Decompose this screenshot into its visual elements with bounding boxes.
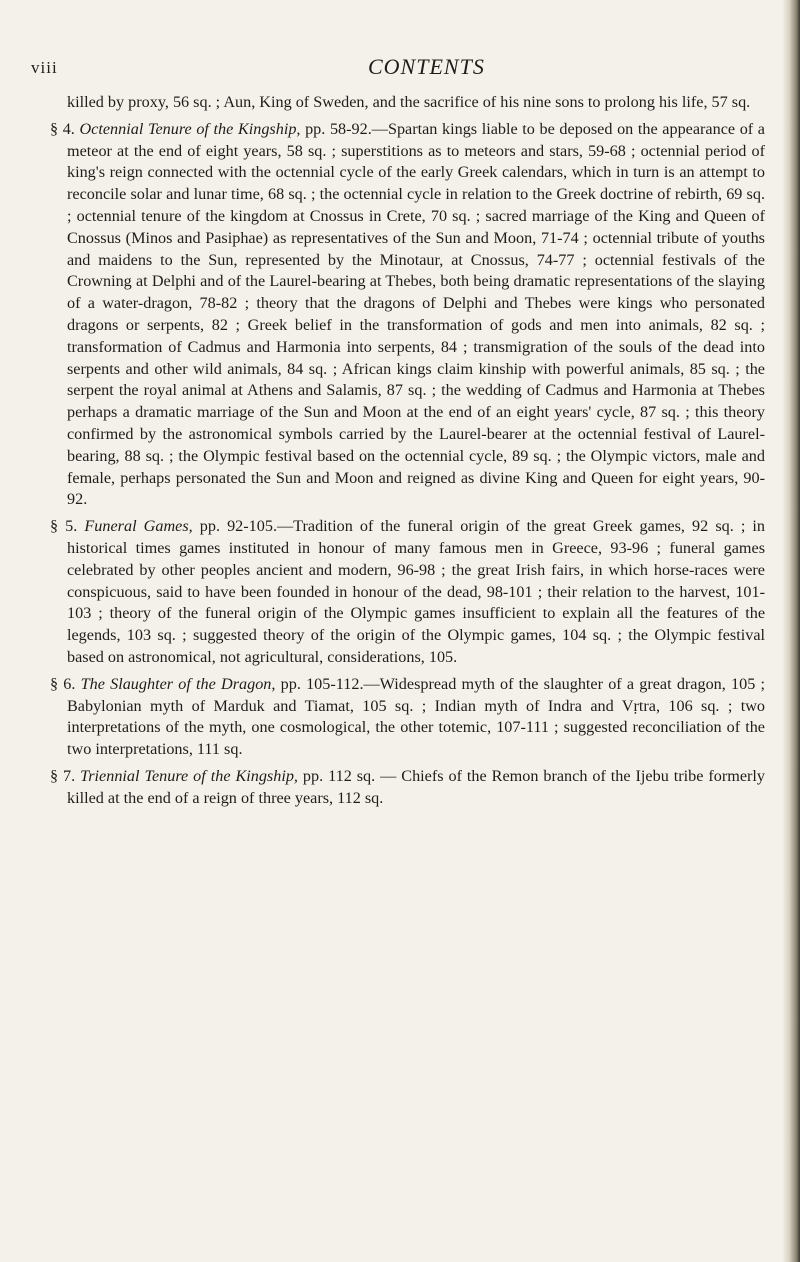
section-4 — [50, 119, 765, 511]
section-text: pp. 105-112.—Widespread myth of the slaughter of a great dragon, 105 ; Babylonian myth of Marduk and Tiamat, 105 sq. ; Indian myth of Indra and Vṛtra, 106 sq. ; two interpretations of the myth, one cosmological, the other totemic, 107-111 ; suggested reconciliation of the two interpretations, 111 sq. — [67, 674, 765, 759]
section-5 — [50, 516, 765, 669]
contents-body — [50, 92, 765, 815]
section-number: § 5. — [50, 517, 85, 536]
section-title: The Slaughter of the Dragon, — [80, 674, 276, 693]
section-title: Funeral Games, — [84, 517, 193, 536]
section-number: § 6. — [50, 674, 81, 693]
section-text: pp. 112 sq. — Chiefs of the Remon branch of the Ijebu tribe formerly killed at the end of a reign of three years, 112 sq. — [67, 766, 765, 807]
section-text: pp. 92-105.—Tradition of the funeral origin of the great Greek games, 92 sq. ; in historical times games instituted in honour of many famous men in Greece, 93-96 ; funeral games celebrated by other peoples ancient and modern, 96-98 ; the great Irish fairs, in which horse-races were conspicuous, said to have been founded in honour of the dead, 98-101 ; their relation to the harvest, 101-103 ; theory of the funeral origin of the Olympic games insufficient to explain all the features of the legends, 103 sq. ; suggested theory of the origin of the Olympic games, 104 sq. ; the Olympic festival based on astronomical, not agricultural, considerations, 105. — [67, 517, 766, 666]
section-title: Octennial Tenure of the Kingship, — [79, 119, 301, 138]
page-number: viii — [31, 58, 58, 77]
page-edge-shadow — [782, 0, 800, 1262]
section-number: § 7. — [50, 766, 81, 785]
section-7 — [50, 766, 765, 810]
continuation-paragraph: killed by proxy, 56 sq. ; Aun, King of Sweden, and the sacrifice of his nine sons to prolong his life, 57 sq. — [67, 93, 751, 111]
section-text: pp. 58-92.—Spartan kings liable to be deposed on the appearance of a meteor at the end of eight years, 58 sq. ; superstitions as to meteors and stars, 59-68 ; octennial period of king's reign connected with the octennial cycle of the early Greek calendars, which in turn is an attempt to reconcile solar and lunar time, 68 sq. ; the octennial cycle in relation to the Greek doctrine of rebirth, 69 sq. ; octennial tenure of the kingdom at Cnossus in Crete, 70 sq. ; sacred marriage of the King and Queen of Cnossus (Minos and Pasiphae) as representatives of the Sun and Moon, 71-74 ; octennial tribute of youths and maidens to the Sun, represented by the Minotaur, at Cnossus, 74-77 ; octennial festivals of the Crowning at Delphi and of the Laurel-bearing at Thebes, both being dramatic representations of the slaying of a water-dragon, 78-82 ; theory that the dragons of Delphi and Thebes were kings who personated dragons or serpents, 82 ; Greek belief in the transformation of gods and men into animals, 82 sq. ; transformation of Cadmus and Harmonia into serpents, 84 ; transmigration of the souls of the dead into serpents and other wild animals, 84 sq. ; African kings claim kinship with powerful animals, 85 sq. ; the serpent the royal animal at Athens and Salamis, 87 sq. ; the wedding of Cadmus and Harmonia at Thebes perhaps a dramatic marriage of the Sun and Moon at the end of an eight years' cycle, 87 sq. ; this theory confirmed by the astronomical symbols carried by the Laurel-bearer at the octennial festival of Laurel-bearing, 88 sq. ; the Olympic festival based on the octennial cycle, 89 sq. ; the Olympic victors, male and female, perhaps personated the Sun and Moon and reigned as divine King and Queen for eight years, 90-92. — [67, 119, 765, 509]
running-title: CONTENTS — [368, 54, 485, 79]
section-number: § 4. — [50, 119, 80, 138]
section-6 — [50, 674, 765, 761]
page-header — [0, 52, 800, 82]
section-title: Triennial Tenure of the Kingship, — [80, 766, 298, 785]
